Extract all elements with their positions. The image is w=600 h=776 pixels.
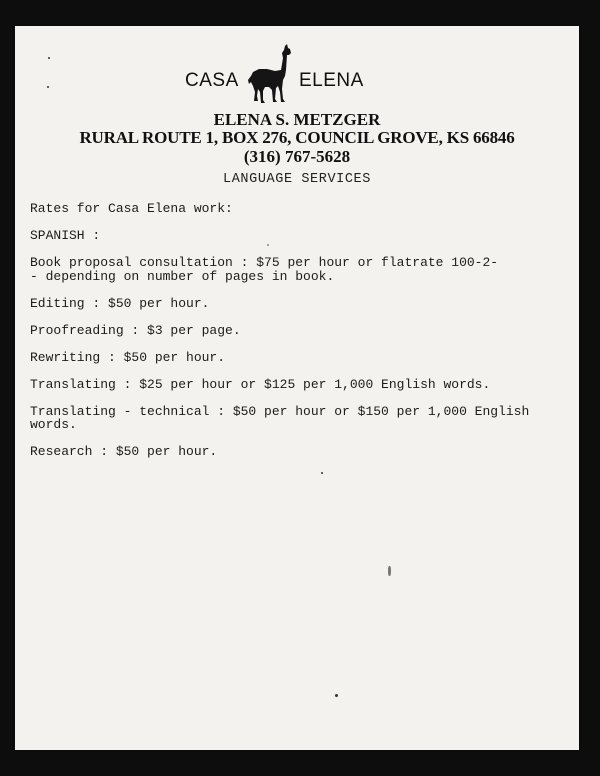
rate-item: Translating : $25 per hour or $125 per 1,000 English words. [30,376,491,392]
llama-icon [245,44,301,106]
language-heading: SPANISH : [30,228,101,243]
rate-item: Translating - technical : $50 per hour or $150 per 1,000 English words. [30,403,530,432]
paper-speck [267,244,269,246]
owner-name: ELENA S. METZGER [213,110,381,129]
paper-speck [321,472,323,474]
brand-name-right: ELENA [299,70,364,91]
intro-line: Rates for Casa Elena work: [30,201,233,216]
rate-item: Editing : $50 per hour. [30,295,210,311]
rate-item: Research : $50 per hour. [30,444,218,459]
rates-body [30,202,555,472]
letter-page [15,26,579,750]
phone-number: (316) 767-5628 [243,147,351,166]
paper-speck [335,694,338,697]
rate-item: Rewriting : $50 per hour. [30,349,226,365]
paper-speck [388,566,391,576]
rate-item: Proofreading : $3 per page. [30,322,241,338]
rate-item: Book proposal consultation : $75 per hour or flatrate 100-2- - depending on number of pages in book. [30,255,499,284]
paper-speck [47,86,49,88]
brand-row [15,44,579,108]
section-title: LANGUAGE SERVICES [223,172,371,187]
mailing-address: RURAL ROUTE 1, BOX 276, COUNCIL GROVE, KS 66846 [79,128,515,147]
brand-name-left: CASA [185,70,239,91]
paper-speck [48,57,50,59]
